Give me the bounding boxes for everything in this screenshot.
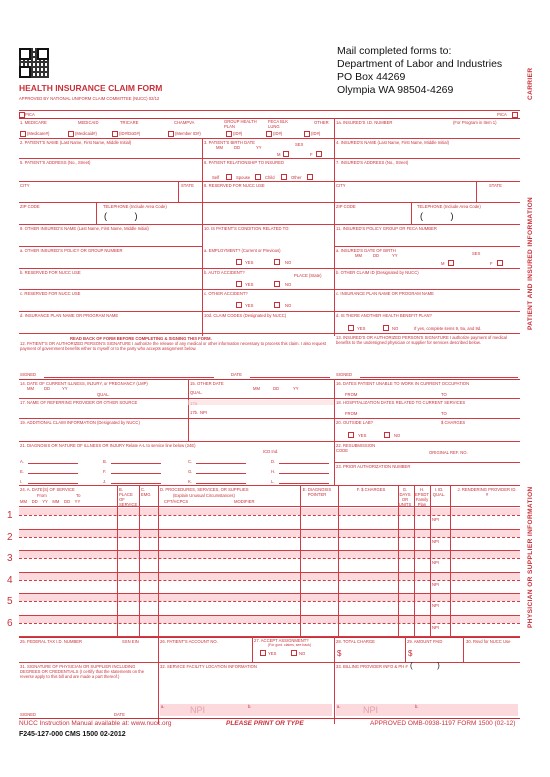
checkbox-tricare[interactable] (112, 131, 118, 137)
field-19: 19. ADDITIONAL CLAIM INFORMATION (Designated by NUCC) (20, 420, 140, 425)
field-9: 9. OTHER INSURED'S NAME (Last Name, First Name, Middle Initial) (20, 226, 149, 231)
service-line-npi: NPI (432, 624, 439, 630)
column-rule (300, 485, 301, 637)
service-line-shaded (19, 551, 520, 558)
pica-left: PICA (25, 112, 35, 117)
field-24d-cpt: CPT/HCPCS (164, 499, 189, 504)
date-label: DATE (231, 372, 242, 377)
service-line-number: 3 (7, 553, 13, 564)
field-1-group: GROUP HEALTH PLAN (224, 119, 257, 129)
field-16: 16. DATES PATIENT UNABLE TO WORK IN CURRENT OCCUPATION (336, 381, 470, 386)
form-title: HEALTH INSURANCE CLAIM FORM (19, 83, 163, 93)
field-15: 15. OTHER DATE (190, 381, 224, 386)
rule (19, 379, 520, 380)
field-5: 5. PATIENT'S ADDRESS (No., Street) (20, 160, 91, 165)
footer-print: PLEASE PRINT OR TYPE (226, 720, 304, 727)
field-29-dollar: $ (408, 649, 413, 658)
field-24d-sub: (Explain Unusual Circumstances) (173, 493, 235, 498)
field-1-champva: CHAMPVA (174, 120, 195, 125)
field-32b: b. (248, 704, 252, 709)
rule (196, 463, 246, 464)
rule (279, 473, 329, 474)
field-32-shade (160, 704, 332, 716)
rule (250, 377, 330, 378)
field-9b: b. RESERVED FOR NUCC USE (20, 270, 81, 275)
rule (279, 463, 329, 464)
label-27-yes: YES (268, 651, 277, 656)
field-18: 18. HOSPITALIZATION DATES RELATED TO CURRENT SERVICES (336, 400, 466, 405)
checkbox-11d-no[interactable] (383, 325, 389, 331)
rule (19, 506, 520, 507)
field-1-tricare: TRICARE (120, 120, 139, 125)
field-6-child: Child (265, 175, 275, 180)
label-10b-no: NO (285, 282, 292, 287)
field-tel-2: TELEPHONE (Include Area Code) (417, 204, 481, 209)
side-patient-insured: PATIENT AND INSURED INFORMATION (527, 196, 534, 330)
label-20-no: NO (394, 433, 401, 438)
service-line-number: 1 (7, 510, 13, 521)
field-10b-place: PLACE (State) (294, 273, 322, 278)
signed-label: SIGNED (20, 372, 37, 377)
field-2: 2. PATIENT'S NAME (Last Name, First Name, Middle Initial) (20, 140, 132, 145)
rule (196, 483, 246, 484)
rule (476, 181, 477, 202)
field-11c: c. INSURANCE PLAN NAME OR PROGRAM NAME (336, 291, 434, 296)
diag-d: D. (271, 459, 276, 464)
mail-line-4: Olympia WA 98504-4269 (337, 84, 454, 96)
rule (411, 202, 412, 224)
checkbox-10a-yes[interactable] (236, 259, 242, 265)
field-zip-2: ZIP CODE (336, 204, 356, 209)
checkbox-medicare[interactable] (20, 131, 26, 137)
field-27-sub: (For govt. claims, see back) (268, 643, 311, 647)
rule (19, 181, 520, 182)
rule (178, 181, 179, 202)
service-line-shaded (19, 530, 520, 537)
signed-label-2: SIGNED (336, 372, 353, 377)
label-10a-no: NO (285, 260, 292, 265)
field-28: 28. TOTAL CHARGE (336, 639, 375, 644)
field-11a-dd: DD (373, 253, 380, 258)
rule (334, 246, 520, 247)
rule (19, 485, 520, 486)
field-11: 11. INSURED'S POLICY GROUP OR FECA NUMBER (336, 226, 437, 231)
rule (360, 377, 518, 378)
rule (463, 637, 464, 662)
field-24i: I. ID. QUAL. (432, 487, 446, 497)
rule (19, 398, 520, 399)
diag-e: E. (20, 469, 24, 474)
field-24a-cols: MM DD YY MM DD YY (20, 499, 81, 504)
field-11a-sex: SEX (472, 251, 481, 256)
rule (19, 441, 520, 442)
field-11b: b. OTHER CLAIM ID (Designated by NUCC) (336, 270, 419, 275)
rule (252, 637, 253, 662)
field-tel: TELEPHONE (Include Area Code) (103, 204, 167, 209)
mail-address (337, 45, 502, 97)
checkbox-27-yes[interactable] (260, 650, 266, 656)
field-1-other: OTHER (314, 120, 329, 125)
field-24g: G. DAYS OR UNITS (398, 487, 412, 507)
rule (158, 662, 159, 724)
field-state-2: STATE (489, 183, 502, 188)
field-city: CITY (20, 183, 30, 188)
footer-formno: F245-127-000 CMS 1500 02-2012 (19, 731, 126, 738)
field-33b: b. (415, 704, 419, 709)
other-sub: (ID#) (311, 131, 321, 136)
field-10: 10. IS PATIENT'S CONDITION RELATED TO: (204, 226, 290, 231)
checkbox-11a-f[interactable] (497, 260, 503, 266)
rule (96, 202, 97, 224)
diag-f: F. (103, 469, 107, 474)
rule (405, 637, 406, 662)
label-27-no: NO (299, 651, 306, 656)
checkbox-10c-no[interactable] (274, 302, 280, 308)
diag-l: L. (271, 479, 275, 484)
field-3-sex: SEX (295, 142, 304, 147)
service-line-input[interactable] (19, 516, 520, 528)
rule (334, 379, 335, 441)
field-3-dd: DD (234, 145, 241, 150)
field-11a-f: F (490, 261, 493, 266)
tel-paren: ( ) (104, 211, 138, 221)
field-3-yy: YY (256, 145, 262, 150)
field-1-medicaid: MEDICAID (78, 120, 99, 125)
field-24j: J. RENDERING PROVIDER ID. # (457, 487, 517, 497)
qr-finder-tl (19, 48, 31, 60)
field-15-yy: YY (293, 386, 299, 391)
field-11a-m: M (441, 261, 445, 266)
checkbox-10c-yes[interactable] (236, 302, 242, 308)
rule (334, 637, 335, 662)
field-8: 8. RESERVED FOR NUCC USE (204, 183, 265, 188)
field-29: 29. AMOUNT PAID (407, 639, 443, 644)
rule (19, 138, 520, 139)
field-17b: 17b. (190, 410, 199, 415)
rule (19, 110, 520, 111)
qr-finder-tr (37, 48, 49, 60)
field-32: 32. SERVICE FACILITY LOCATION INFORMATION (160, 664, 257, 669)
column-rule (158, 485, 159, 637)
mail-line-1: Mail completed forms to: (337, 45, 452, 57)
service-line-input[interactable] (19, 624, 520, 636)
diag-a: A. (20, 459, 24, 464)
medicare-sub: (Medicare#) (27, 131, 50, 136)
field-17: 17. NAME OF REFERRING PROVIDER OR OTHER SOURCE (20, 400, 138, 405)
side-physician: PHYSICIAN OR SUPPLIER INFORMATION (527, 486, 534, 628)
column-rule (117, 485, 118, 637)
field-25-ssn: SSN EIN (122, 639, 139, 644)
service-line-number: 2 (7, 531, 13, 543)
rule (19, 158, 520, 159)
rule (19, 333, 520, 334)
field-23: 23. PRIOR AUTHORIZATION NUMBER (336, 464, 411, 469)
field-6-self: Self (212, 175, 220, 180)
rule (19, 224, 520, 225)
field-20-charges: $ CHARGES (441, 420, 466, 425)
service-line-npi: NPI (432, 538, 439, 544)
field-10d: 10d. CLAIM CODES (Designated by NUCC) (204, 313, 287, 318)
field-30: 30. Rsvd for NUCC Use (466, 639, 511, 644)
rule (19, 418, 520, 419)
rule (334, 462, 520, 463)
field-14-mm: MM (27, 386, 34, 391)
champva-sub: (Member ID#) (175, 131, 201, 136)
field-18-to: TO (441, 411, 447, 416)
rule (28, 473, 78, 474)
column-rule (414, 485, 415, 637)
service-line-npi: NPI (432, 603, 439, 608)
field-24a: 24. A. DATE(S) OF SERVICE (20, 487, 75, 492)
label-20-yes: YES (358, 433, 367, 438)
checkbox-11a-m[interactable] (448, 260, 454, 266)
field-10c: c. OTHER ACCIDENT? (204, 291, 248, 296)
service-line-shaded (19, 508, 520, 515)
field-11a-mm: MM (355, 253, 362, 258)
rule (19, 289, 520, 290)
service-line-npi: NPI (432, 581, 439, 587)
service-line-shaded (19, 594, 520, 601)
approved-line: APPROVED BY NATIONAL UNIFORM CLAIM COMMITTEE (NUCC) 02/12 (19, 96, 160, 101)
column-rule (338, 485, 339, 637)
column-rule (450, 485, 451, 637)
rule (111, 483, 161, 484)
rule (279, 483, 329, 484)
field-6-spouse: Spouse (236, 175, 251, 180)
field-24e: E. DIAGNOSIS POINTER (302, 487, 332, 497)
group-sub: (ID#) (233, 131, 243, 136)
field-15-dd: DD (273, 386, 280, 391)
field-28-dollar: $ (337, 649, 342, 658)
rule (334, 662, 335, 724)
field-city-2: CITY (336, 183, 346, 188)
service-line-input[interactable] (19, 559, 520, 571)
checkbox-child[interactable] (281, 174, 287, 180)
service-line-input[interactable] (19, 538, 520, 550)
rule (19, 202, 520, 203)
tricare-sub: (ID#/DoD#) (119, 131, 141, 136)
field-10a: a. EMPLOYMENT? (Current or Previous) (204, 248, 281, 253)
field-21-icd: ICD Ind. (263, 449, 279, 454)
carrier-label: CARRIER (527, 67, 534, 100)
checkbox-20-yes[interactable] (348, 432, 354, 438)
checkbox-champva[interactable] (168, 131, 174, 137)
field-3-m: M (277, 152, 281, 157)
checkbox-medicaid[interactable] (68, 131, 74, 137)
field-14-qual: QUAL. (97, 392, 110, 397)
field-31: 31. SIGNATURE OF PHYSICIAN OR SUPPLIER INCLUDING DEGREES OR CREDENTIALS (I certify that the statements on the reverse apply to this bill and are made a part thereof.) (20, 664, 145, 679)
field-24a-from: From (37, 493, 47, 498)
diag-h: H. (271, 469, 276, 474)
field-16-from: FROM (345, 392, 358, 397)
rule (19, 662, 520, 663)
rule (158, 637, 159, 662)
field-1-medicare: 1. MEDICARE (20, 120, 47, 125)
rule (188, 379, 189, 441)
date-label-3: DATE (114, 712, 125, 717)
field-11a-yy: YY (392, 253, 398, 258)
field-24a-to: To (76, 493, 81, 498)
diag-i: I. (20, 479, 23, 484)
rule (28, 483, 78, 484)
field-24d: D. PROCEDURES, SERVICES, OR SUPPLIES (160, 487, 249, 492)
diag-j: J. (103, 479, 107, 484)
field-3-f: F (310, 152, 313, 157)
rule (44, 377, 214, 378)
service-line-input[interactable] (19, 602, 520, 614)
service-line-shaded (19, 616, 520, 623)
checkbox-10a-no[interactable] (274, 259, 280, 265)
checkbox-20-no[interactable] (384, 432, 390, 438)
field-18-from: FROM (345, 411, 358, 416)
checkbox-10b-yes[interactable] (236, 281, 242, 287)
field-11d: d. IS THERE ANOTHER HEALTH BENEFIT PLAN? (336, 313, 432, 318)
label-10a-yes: YES (245, 260, 254, 265)
field-3-mm: MM (216, 145, 223, 150)
checkbox-27-no[interactable] (291, 650, 297, 656)
checkbox-10b-no[interactable] (274, 281, 280, 287)
field-17b-npi: NPI (200, 410, 207, 415)
service-line-number: 4 (7, 574, 13, 586)
diag-k: K. (188, 479, 192, 484)
checkbox-rel-other[interactable] (307, 174, 313, 180)
field-6-other: Other (291, 175, 302, 180)
service-line-input[interactable] (19, 581, 520, 593)
signed-label-3: SIGNED (20, 712, 37, 717)
qr-finder-bl (19, 66, 31, 78)
field-24c: C. EMG (141, 487, 151, 497)
column-rule (139, 485, 140, 637)
column-rule (398, 485, 399, 637)
rule (202, 138, 203, 336)
pica-right: PICA (497, 112, 507, 117)
field-17a-shade (188, 400, 334, 405)
rule (111, 473, 161, 474)
field-14-yy: YY (62, 386, 68, 391)
field-22-orig: ORIGINAL REF. NO. (429, 450, 468, 455)
tel-paren-2: ( ) (420, 211, 454, 221)
column-rule (430, 485, 431, 637)
field-22: 22. RESUBMISSION CODE (336, 443, 376, 453)
field-zip: ZIP CODE (20, 204, 40, 209)
field-state: STATE (181, 183, 194, 188)
rule (19, 311, 520, 312)
rule (334, 441, 335, 485)
field-9a: a. OTHER INSURED'S POLICY OR GROUP NUMBER (20, 248, 123, 253)
field-1a: 1a. INSURED'S I.D. NUMBER (336, 120, 393, 125)
npi-watermark-32: NPI (190, 705, 206, 715)
field-3: 3. PATIENT'S BIRTH DATE (204, 140, 255, 145)
checkbox-sex-m[interactable] (283, 151, 289, 157)
checkbox-other[interactable] (304, 131, 310, 137)
checkbox-self[interactable] (226, 174, 232, 180)
rule (196, 473, 246, 474)
service-line-npi: NPI (432, 560, 439, 565)
field-7: 7. INSURED'S ADDRESS (No., Street) (336, 160, 409, 165)
label-10b-yes: YES (245, 282, 254, 287)
label-10c-no: NO (285, 303, 292, 308)
field-33: 33. BILLING PROVIDER INFO & PH # (336, 664, 408, 669)
rule (19, 268, 520, 269)
field-25: 25. FEDERAL TAX I.D. NUMBER (20, 639, 83, 644)
label-11d-yes: YES (357, 326, 366, 331)
feca-sub: (ID#) (273, 131, 283, 136)
field-27: 27. ACCEPT ASSIGNMENT? (254, 638, 309, 643)
service-line-number: 6 (7, 617, 13, 629)
diag-g: G. (188, 469, 193, 474)
mail-line-3: PO Box 44269 (337, 71, 406, 83)
rule (19, 246, 202, 247)
field-14-dd: DD (44, 386, 51, 391)
footer-approved: APPROVED OMB-0938-1197 FORM 1500 (02-12) (370, 720, 516, 727)
field-33a: a. (337, 704, 341, 709)
service-line-npi: NPI (432, 517, 439, 522)
checkbox-11d-yes[interactable] (348, 325, 354, 331)
field-13: 13. INSURED'S OR AUTHORIZED PERSON'S SIGNATURE I authorize payment of medical benefits to the undersigned physician or supplier for services described below. (336, 335, 507, 345)
field-11a: a. INSURED'S DATE OF BIRTH (336, 248, 396, 253)
field-24f: F. $ CHARGES (356, 487, 386, 492)
diag-c: C. (188, 459, 193, 464)
checkbox-spouse[interactable] (255, 174, 261, 180)
field-20: 20. OUTSIDE LAB? (336, 420, 374, 425)
field-24h: H. EPSDT Family Plan (415, 487, 429, 507)
field-15-mm: MM (253, 386, 260, 391)
rule (111, 463, 161, 464)
field-4: 4. INSURED'S NAME (Last Name, First Name, Middle Initial) (336, 140, 449, 145)
medicaid-sub: (Medicaid#) (75, 131, 97, 136)
field-11d-note: If yes, complete items 9, 9a, and 9d. (414, 326, 482, 331)
field-9c: c. RESERVED FOR NUCC USE (20, 291, 81, 296)
checkbox-feca[interactable] (266, 131, 272, 137)
field-16-to: TO (441, 392, 447, 397)
field-26: 26. PATIENT'S ACCOUNT NO. (160, 639, 218, 644)
field-15-qual: QUAL. (190, 390, 203, 395)
field-1-feca: FECA BLK LUNG (268, 119, 289, 129)
field-24b: B. PLACE OF SERVICE (119, 487, 138, 507)
field-1a-program: (For Program in Item 1) (453, 120, 497, 125)
field-12: 12. PATIENT'S OR AUTHORIZED PERSON'S SIGNATURE I authorize the release of any medical or other information necessary to process this claim. I also request payment of government benefits either to myself or to the party who accepts assignment below. (20, 341, 327, 351)
service-line-number: 5 (7, 596, 13, 607)
rule (28, 463, 78, 464)
label-10c-yes: YES (245, 303, 254, 308)
checkbox-group[interactable] (226, 131, 232, 137)
field-6: 6. PATIENT RELATIONSHIP TO INSURED (204, 160, 284, 165)
read-back-notice: READ BACK OF FORM BEFORE COMPLETING & SIGNING THIS FORM. (70, 336, 212, 341)
rule (334, 118, 335, 336)
field-10b: b. AUTO ACCIDENT? (204, 270, 245, 275)
field-24d-mod: MODIFIER (234, 499, 255, 504)
field-14: 14. DATE OF CURRENT ILLNESS, INJURY, or PREGNANCY (LMP) (20, 381, 148, 386)
diag-b: B. (103, 459, 107, 464)
footer-nucc: NUCC Instruction Manual available at: www.nucc.org (19, 720, 172, 727)
npi-watermark-33: NPI (363, 705, 379, 715)
service-line-shaded (19, 573, 520, 580)
field-32a: a. (161, 704, 165, 709)
field-21: 21. DIAGNOSIS OR NATURE OF ILLNESS OR INJURY Relate A-L to service line below (24E) (20, 443, 196, 448)
mail-line-2: Department of Labor and Industries (337, 58, 503, 70)
label-11d-no: NO (392, 326, 399, 331)
checkbox-sex-f[interactable] (316, 151, 322, 157)
field-33-paren: ( ) (410, 661, 440, 670)
field-9d: d. INSURANCE PLAN NAME OR PROGRAM NAME (20, 313, 119, 318)
rule (19, 718, 520, 719)
